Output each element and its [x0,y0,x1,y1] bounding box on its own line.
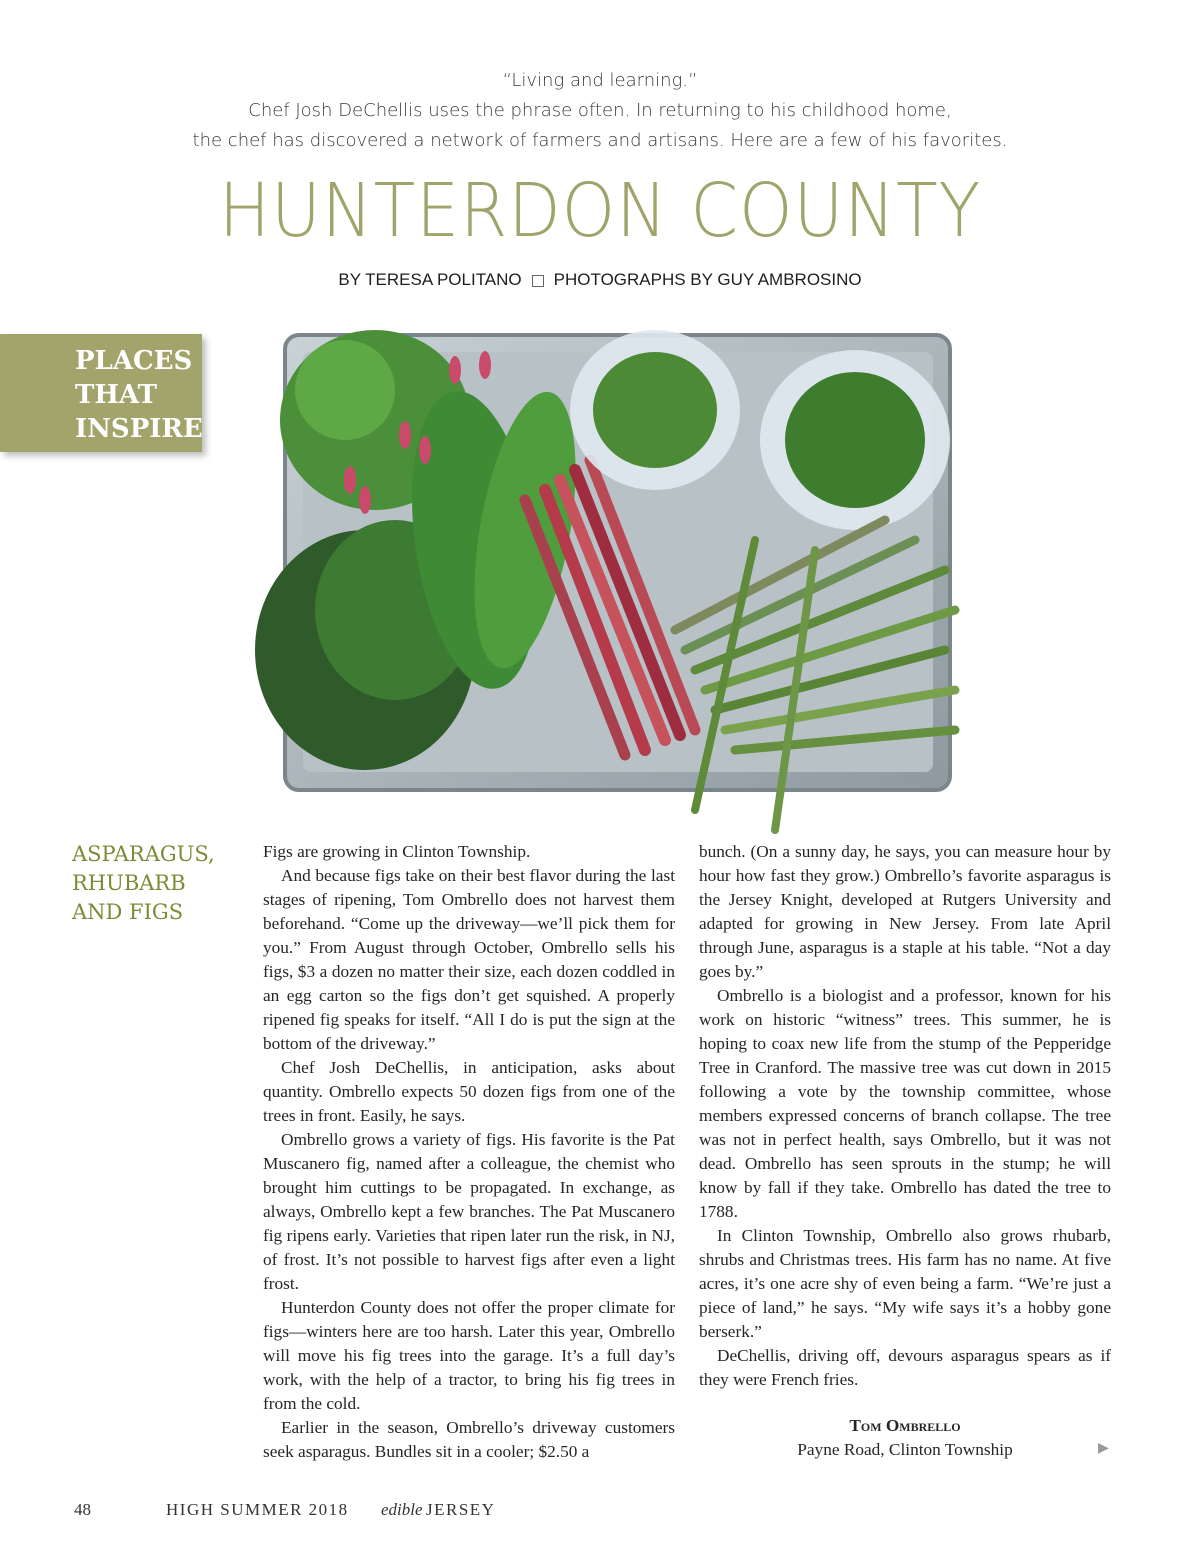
section-heading-line-3: AND FIGS [72,900,184,924]
paragraph: Figs are growing in Clinton Township. [263,842,531,861]
byline [0,270,1200,290]
paragraph: Chef Josh DeChellis, in anticipation, asks about quantity. Ombrello expects 50 dozen figs from one of the trees in front. Easily, he says. [263,1058,675,1125]
paragraph: In Clinton Township, Ombrello also grows rhubarb, shrubs and Christmas trees. His farm has no name. At five acres, it’s one acre shy of even being a farm. “We’re just a piece of land,” he says. “My wife says it’s a hobby gone berserk.” [699,1226,1111,1341]
continue-arrow-icon: ▶ [1098,1440,1109,1456]
intro-line-3: the chef has discovered a network of farmers and artisans. Here are a few of his favorites. [192,130,1008,151]
tag-line-1: PLACES [75,346,193,376]
produce-tray-photo [255,310,985,840]
page-number: 48 [74,1500,91,1519]
intro-quote [0,66,1200,156]
magazine-name-italic: edible [381,1500,423,1519]
intro-line-2: Chef Josh DeChellis uses the phrase often. In returning to his childhood home, [248,100,952,121]
paragraph: Earlier in the season, Ombrello’s driveway customers seek asparagus. Bundles sit in a cooler; $2.50 a [263,1418,675,1461]
signature-place: Payne Road, Clinton Township [797,1440,1013,1459]
section-tag [0,334,202,452]
paragraph: Ombrello is a biologist and a professor, known for his work on historic “witness” trees. This summer, he is hoping to coax new life from the stump of the Pepperidge Tree in Cranford. The massive tree was cut down in 2015 following a vote by the township committee, whose members expressed concerns of branch collapse. The tree was not in perfect health, says Ombrello, but it was not dead. Ombrello has seen sprouts in the stump; he will know by fall if they take. Ombrello has dated the tree to 1788. [699,986,1111,1221]
issue-label: HIGH SUMMER 2018 [166,1500,349,1519]
section-heading [72,840,215,927]
byline-separator [532,275,544,287]
paragraph: DeChellis, driving off, devours asparagus spears as if they were French fries. [699,1346,1111,1389]
signature-name: Tom Ombrello [849,1416,961,1435]
tag-line-3: INSPIRE [75,414,203,444]
paragraph: And because figs take on their best flavor during the last stages of ripening, Tom Ombrello does not harvest them beforehand. “Come up the driveway—we’ll pick them for you.” From August through October, Ombrello sells his figs, $3 a dozen no matter their size, each dozen coddled in an egg carton so the figs don’t get squished. A properly ripened fig speaks for itself. “All I do is put the sign at the bottom of the driveway.” [263,866,675,1053]
intro-line-1: “Living and learning.” [502,70,698,91]
paragraph: Hunterdon County does not offer the proper climate for figs—winters here are too harsh. Later this year, Ombrello will move his fig trees into the garage. It’s a full day’s work, with the help of a tractor, to bring his fig trees in from the cold. [263,1298,675,1413]
section-heading-line-1: ASPARAGUS, [72,842,215,866]
page-title: HUNTERDON COUNTY [218,168,982,254]
signature-block [699,1414,1111,1462]
article-column-1 [263,840,675,1464]
section-heading-line-2: RHUBARB [72,871,186,895]
magazine-name-caps: JERSEY [426,1500,496,1519]
paragraph: bunch. (On a sunny day, he says, you can measure hour by hour how fast they grow.) Ombrello’s favorite asparagus is the Jersey Knight, developed at Rutgers University and adapted for growing in New Jersey. From late April through June, asparagus is a staple at his table. “Not a day goes by.” [699,842,1111,981]
byline-photographer: PHOTOGRAPHS BY GUY AMBROSINO [553,270,862,289]
byline-author: BY TERESA POLITANO [338,270,522,289]
paragraph: Ombrello grows a variety of figs. His favorite is the Pat Muscanero fig, named after a colleague, the chemist who brought him cuttings to be propagated. In exchange, as always, Ombrello kept a few branches. The Pat Muscanero fig ripens early. Varieties that ripen later run the risk, in NJ, of frost. It’s not possible to harvest figs after even a light frost. [263,1130,675,1293]
article-column-2 [699,840,1111,1392]
tag-line-2: THAT [75,380,158,410]
